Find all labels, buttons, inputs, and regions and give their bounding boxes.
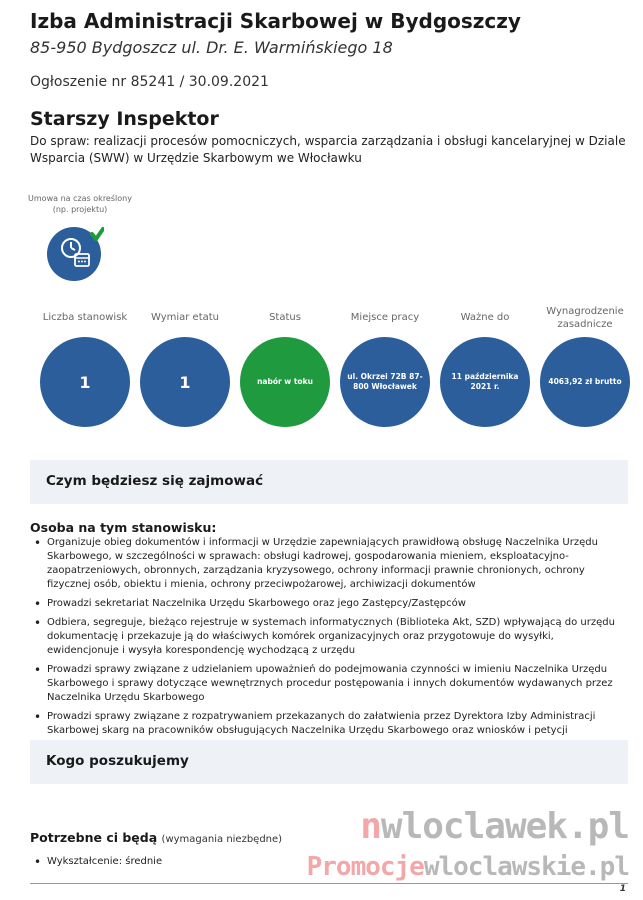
list-item: • Organizuje obieg dokumentów i informacji w Urzędzie zapewniających prawidłową obsługę Naczelnika Urzędu Skarbowego, w szczególności w sprawach: obsługi kadrowej, gospodarowania mieniem, eksploatacyjno-zaopatrzeniowych, obronnych, zarządzania kryzysowego, ochrony informacji prawnie chronionych, ochrony fizycznej osób, obiektu i mienia, ochrony przeciwpożarowej, archiwizacji dokumentów: [47, 536, 628, 592]
organization-address: 85-950 Bydgoszcz ul. Dr. E. Warmińskiego 18: [30, 38, 393, 57]
list-item: • Odbiera, segreguje, bieżąco rejestruje w systemach informatycznych (Biblioteka Akt, SZD) wpływającą do urzędu dokumentację i przekazuje ją do właściwych komórek organizacyjnych oraz przygotowuje do wysyłki, ewidencjonuje i wysyła korespondencję wychodzącą z urzędu: [47, 616, 628, 658]
organization-name: Izba Administracji Skarbowej w Bydgoszczy: [30, 9, 521, 33]
requirements-heading-text: Potrzebne ci będą: [30, 830, 158, 845]
tile-label: Status: [269, 312, 301, 323]
tile-positions-count: [40, 307, 140, 437]
tile-value: ul. Okrzei 72B 87-800 Włocławek: [340, 337, 430, 427]
requirements-note: (wymagania niezbędne): [161, 834, 283, 845]
watermark-nwloclawek: nwloclawek.pl: [360, 806, 629, 847]
duties-subheading: Osoba na tym stanowisku:: [30, 520, 217, 535]
tile-value: nabór w toku: [240, 337, 330, 427]
section-header-requirements: [30, 740, 628, 784]
list-item: • Wykształcenie: średnie: [47, 855, 628, 869]
tile-salary: [540, 307, 640, 437]
page-number: 1: [619, 884, 626, 894]
watermark-promocje: Promocjewloclawskie.pl: [306, 852, 629, 882]
tile-valid-until: [440, 307, 540, 437]
tile-value: 1: [140, 337, 230, 427]
section-title: Czym będziesz się zajmować: [46, 473, 264, 489]
contract-type-label: Umowa na czas określony (np. projektu): [28, 194, 132, 214]
contract-clock-calendar-icon: [46, 224, 104, 282]
tile-value: 1: [40, 337, 130, 427]
tile-label: Ważne do: [460, 312, 510, 323]
key-info-tiles: [40, 307, 640, 437]
requirements-subheading: [30, 830, 282, 845]
tile-value: 4063,92 zł brutto: [540, 337, 630, 427]
tile-label: Liczba stanowisk: [42, 312, 128, 323]
list-item: • Prowadzi sprawy związane z udzielaniem upoważnień do podejmowania czynności w imieniu Naczelnika Urzędu Skarbowego i sprawy dotyczące wewnętrznych procedur postępowania i innych dokumentów wydawanych przez Naczelnika Urzędu Skarbowego: [47, 663, 628, 705]
tile-employment-size: [140, 307, 240, 437]
tile-workplace: [340, 307, 440, 437]
tile-status: [240, 307, 340, 437]
footer-divider: [30, 883, 628, 884]
section-title: Kogo poszukujemy: [46, 753, 189, 769]
position-title: Starszy Inspektor: [30, 108, 219, 130]
list-item: • Prowadzi sprawy związane z rozpatrywaniem przekazanych do załatwienia przez Dyrektora Izby Administracji Skarbowej skarg na pracowników obsługujących Naczelnika Urzędu Skarbowego oraz wniosków i petycji: [47, 710, 628, 738]
announcement-number: Ogłoszenie nr 85241 / 30.09.2021: [30, 74, 269, 90]
tile-value: 11 października 2021 r.: [440, 337, 530, 427]
tile-label: Miejsce pracy: [350, 312, 420, 323]
tile-label: Wynagrodzenie zasadnicze: [546, 306, 624, 330]
tile-label: Wymiar etatu: [150, 312, 220, 323]
section-header-duties: [30, 460, 628, 504]
list-item: • Prowadzi sekretariat Naczelnika Urzędu Skarbowego oraz jego Zastępcy/Zastępców: [47, 597, 628, 611]
duties-list: [30, 536, 628, 762]
position-department: Do spraw: realizacji procesów pomocniczych, wsparcia zarządzania i obsługi kancelaryjnej w Dziale Wsparcia (SWW) w Urzędzie Skarbowym we Włocławku: [30, 134, 626, 165]
